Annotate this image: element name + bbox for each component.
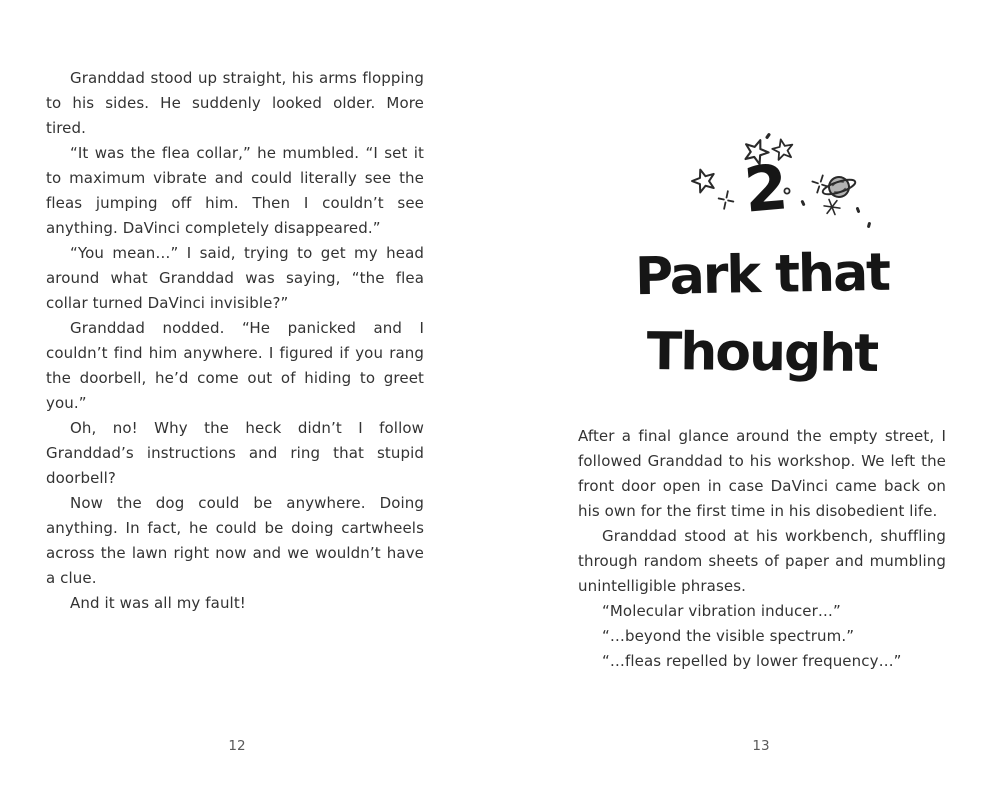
paragraph: “It was the flea collar,” he mumbled. “I set it to maximum vibrate and could literally see the fleas jumping off him. Then I couldn’t see anything. DaVinci completely disappeared.” [46, 144, 424, 237]
paragraph: “…beyond the visible spectrum.” [602, 627, 855, 645]
paragraph: Oh, no! Why the heck didn’t I follow Granddad’s instructions and ring that stupid doorbell? [46, 419, 424, 487]
chapter-title-line1: Park that [634, 242, 890, 308]
right-page-text [578, 424, 946, 674]
sparkle-icon [717, 190, 735, 211]
chapter-number: 2 [741, 150, 791, 227]
page-number: 13 [752, 738, 770, 754]
sparkle-icon [810, 173, 831, 195]
star-icon [689, 166, 717, 194]
ink-dot [800, 200, 805, 207]
paragraph: Granddad nodded. “He panicked and I couldn’t find him anywhere. I figured if you rang the doorbell, he’d come out of hiding to greet you.” [46, 319, 424, 412]
paragraph: “You mean…” I said, trying to get my head around what Granddad was saying, “the flea collar turned DaVinci invisible?” [46, 244, 424, 312]
paragraph: Now the dog could be anywhere. Doing anything. In fact, he could be doing cartwheels across the lawn right now and we wouldn’t have a clue. [46, 494, 424, 587]
ink-dot [867, 222, 871, 229]
ink-dot [765, 132, 771, 139]
chapter-title [568, 236, 956, 392]
paragraph: After a final glance around the empty street, I followed Granddad to his workshop. We left the front door open in case DaVinci came back on his own for the first time in his disobedient life. [578, 427, 946, 520]
paragraph: Granddad stood at his workbench, shuffling through random sheets of paper and mumbling unintelligible phrases. [578, 527, 946, 595]
chapter-title-line2: Thought [646, 321, 878, 385]
paragraph: “…fleas repelled by lower frequency…” [602, 652, 902, 670]
planet-saturn-icon [820, 172, 859, 202]
paragraph: And it was all my fault! [70, 594, 246, 612]
page-number: 12 [228, 738, 246, 754]
ink-dot [856, 207, 861, 214]
left-page-text [46, 66, 424, 616]
paragraph: “Molecular vibration inducer…” [602, 602, 841, 620]
paragraph: Granddad stood up straight, his arms flopping to his sides. He suddenly looked older. More tired. [46, 69, 424, 137]
asterisk-sparkle-icon [823, 199, 841, 215]
